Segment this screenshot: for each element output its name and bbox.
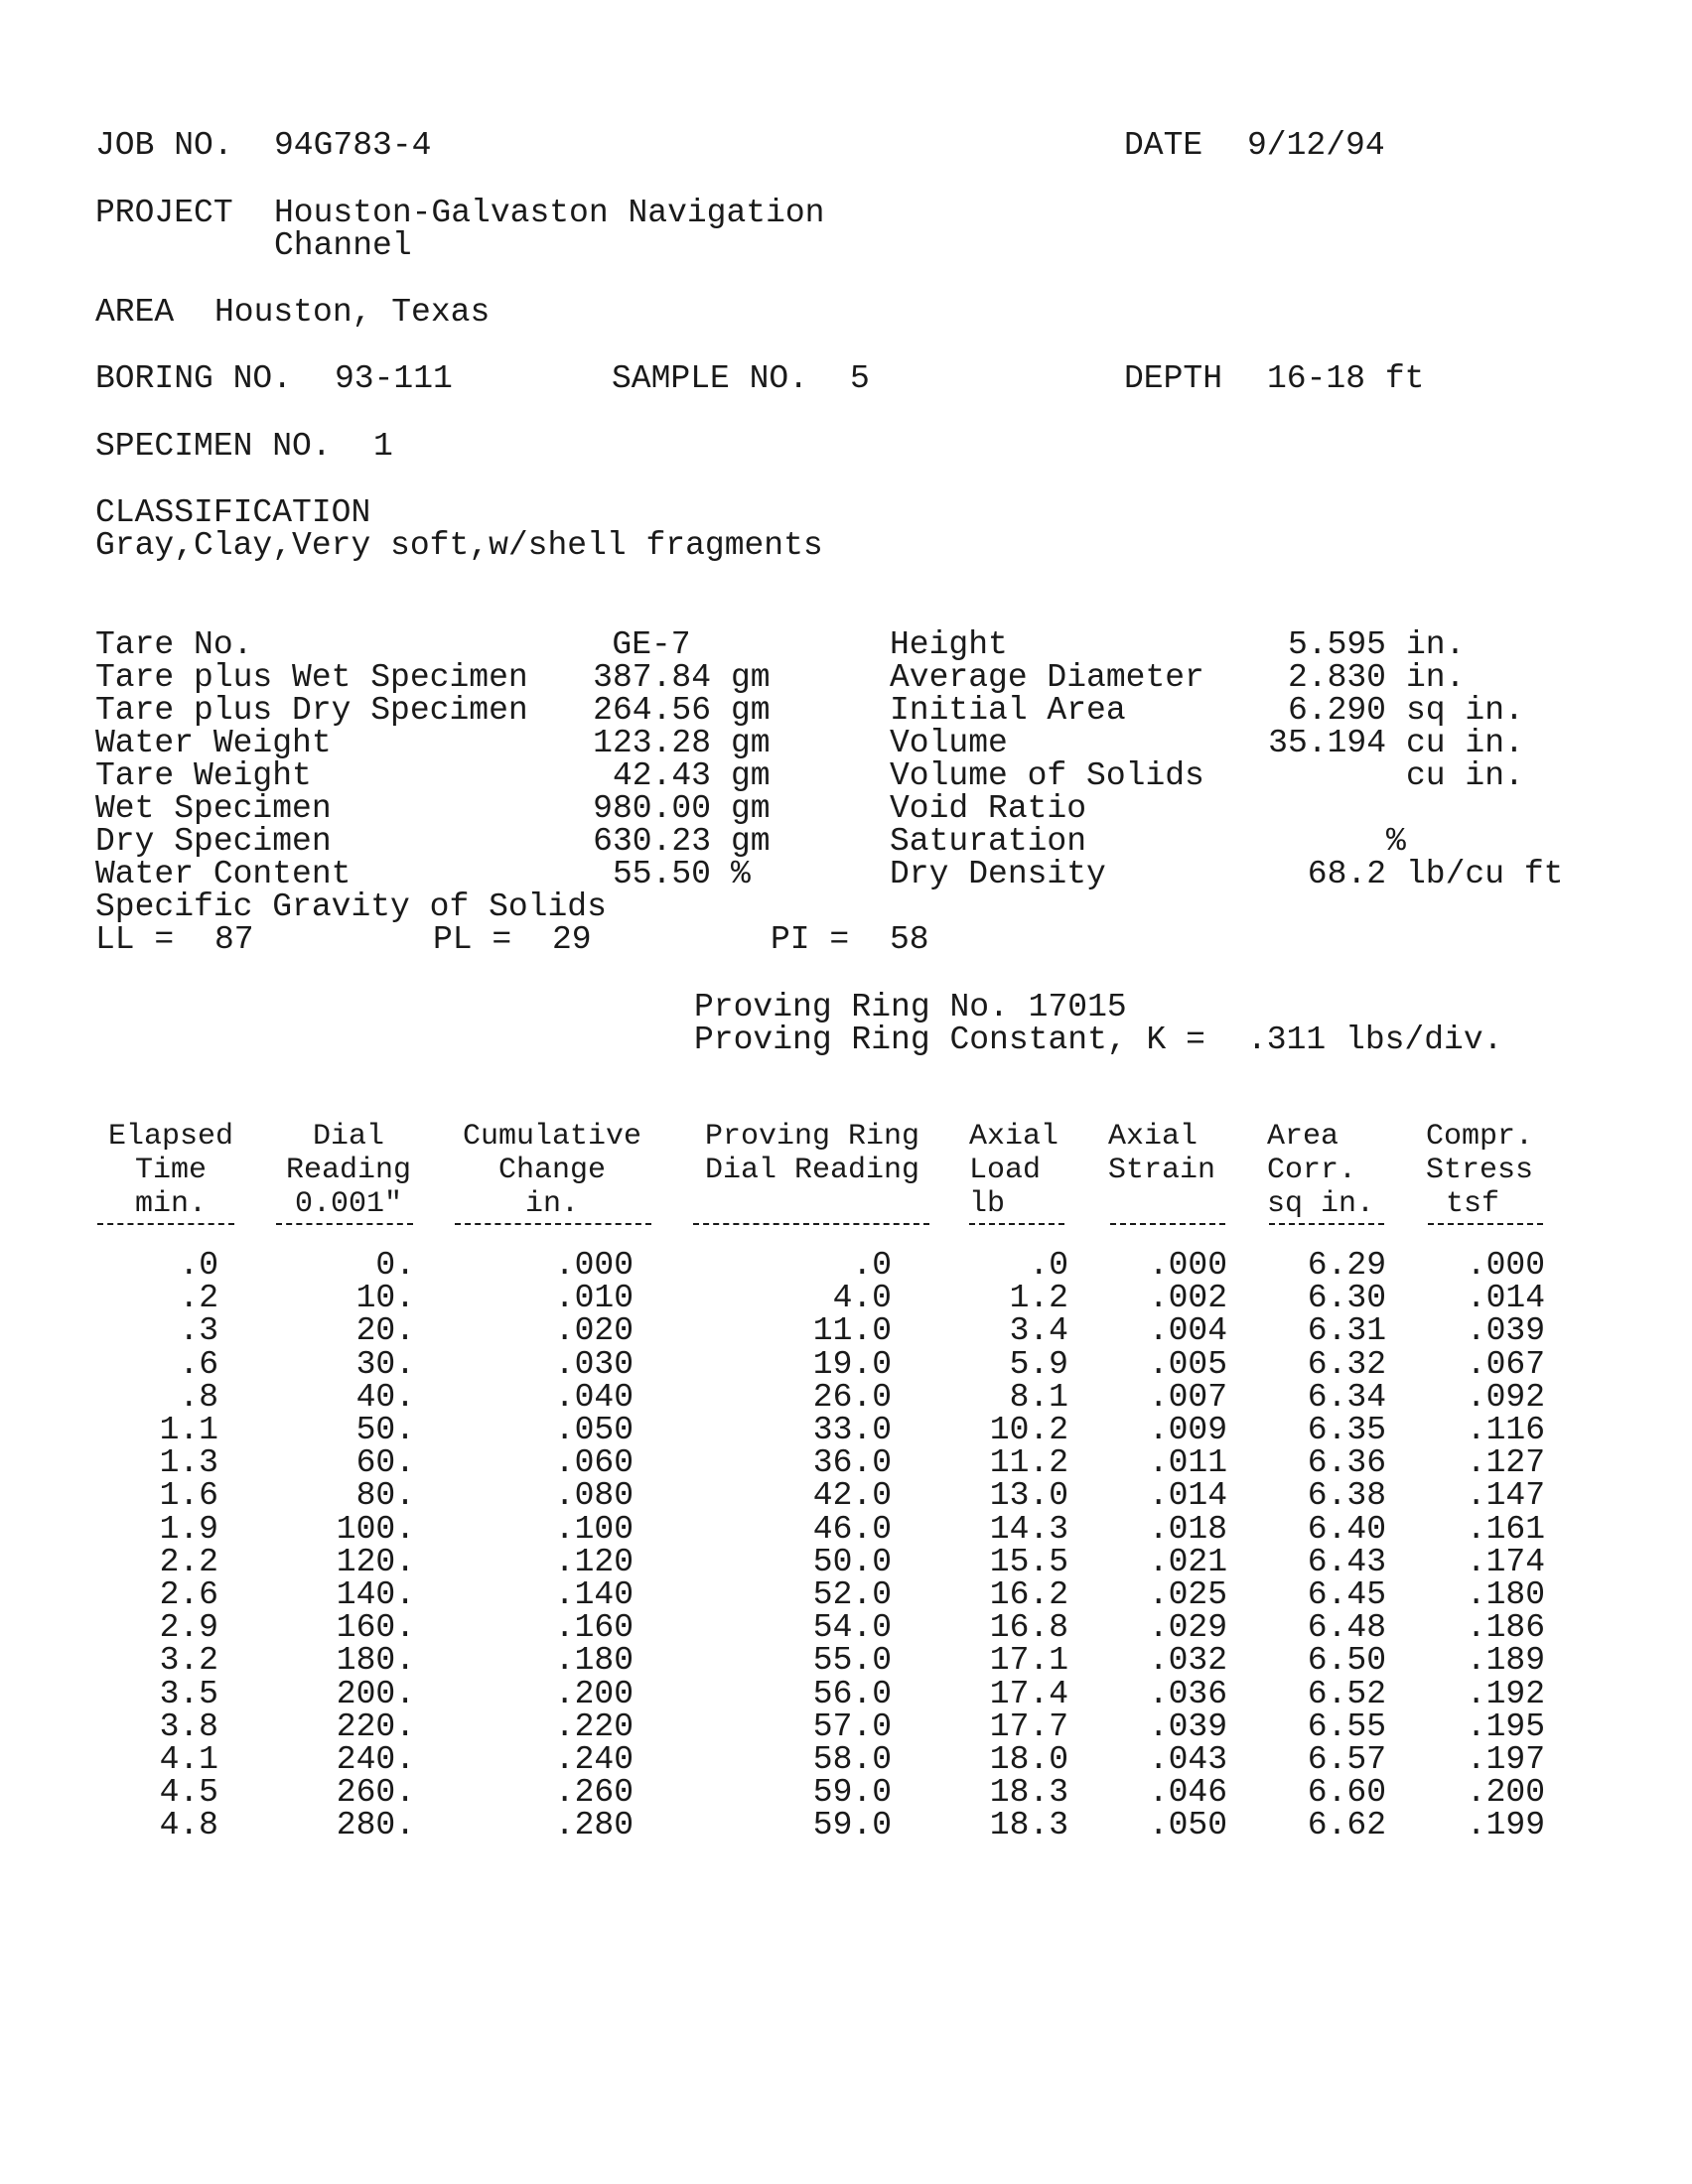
header-underline xyxy=(455,1223,651,1225)
table-cell: 80. xyxy=(355,1477,415,1515)
table-cell: .260 xyxy=(554,1774,634,1812)
table-cell: 19.0 xyxy=(812,1345,892,1383)
table-cell: 59.0 xyxy=(812,1807,892,1844)
column-header: Corr. xyxy=(1267,1154,1357,1187)
plasticity-index-label: PI = xyxy=(771,921,850,958)
table-cell: 6.43 xyxy=(1307,1543,1386,1580)
column-header: Axial xyxy=(969,1120,1059,1154)
classification-value: Gray,Clay,Very soft,w/shell fragments xyxy=(95,527,823,564)
table-cell: 6.40 xyxy=(1307,1510,1386,1548)
table-cell: .043 xyxy=(1148,1741,1227,1778)
column-header: sq in. xyxy=(1267,1187,1375,1221)
sample-number-value: 5 xyxy=(850,360,870,397)
table-cell: .186 xyxy=(1466,1609,1545,1647)
table-cell: 14.3 xyxy=(989,1510,1068,1548)
table-cell: .039 xyxy=(1466,1312,1545,1350)
table-cell: 6.38 xyxy=(1307,1477,1386,1515)
property-value: 35.194 xyxy=(1268,725,1386,761)
table-cell: 4.8 xyxy=(159,1807,218,1844)
property-value: 630.23 xyxy=(593,823,711,860)
table-cell: .0 xyxy=(852,1247,892,1284)
table-cell: .010 xyxy=(554,1280,634,1317)
table-cell: 17.1 xyxy=(989,1642,1068,1680)
table-cell: 11.0 xyxy=(812,1312,892,1350)
column-header: Area xyxy=(1267,1120,1340,1154)
column-header: Change xyxy=(497,1154,607,1187)
table-cell: 260. xyxy=(336,1774,415,1812)
property-label: Average Diameter xyxy=(890,659,1204,696)
table-cell: 16.8 xyxy=(989,1609,1068,1647)
table-cell: 6.57 xyxy=(1307,1741,1386,1778)
table-cell: .029 xyxy=(1148,1609,1227,1647)
table-cell: 20. xyxy=(355,1312,415,1350)
table-cell: 6.34 xyxy=(1307,1378,1386,1416)
plasticity-index-value: 58 xyxy=(890,921,929,958)
table-cell: 200. xyxy=(336,1675,415,1712)
table-cell: .174 xyxy=(1466,1543,1545,1580)
header-underline xyxy=(276,1223,413,1225)
table-cell: 60. xyxy=(355,1444,415,1482)
job-number-value: 94G783-4 xyxy=(274,127,432,164)
property-unit: in. xyxy=(1406,626,1466,663)
column-header: Elapsed xyxy=(107,1120,234,1154)
column-header: lb xyxy=(969,1187,1006,1221)
property-value: 387.84 xyxy=(593,659,711,696)
table-cell: .195 xyxy=(1466,1707,1545,1745)
table-cell: 120. xyxy=(336,1543,415,1580)
project-label: PROJECT xyxy=(95,195,233,231)
table-cell: .200 xyxy=(554,1675,634,1712)
column-header: 0.001" xyxy=(294,1187,403,1221)
table-cell: .0 xyxy=(1029,1247,1068,1284)
table-cell: .007 xyxy=(1148,1378,1227,1416)
table-cell: .050 xyxy=(1148,1807,1227,1844)
header-underline xyxy=(1269,1223,1384,1225)
property-value: 2.830 xyxy=(1287,659,1386,696)
property-unit: cu in. xyxy=(1406,725,1524,761)
liquid-limit-label: LL = xyxy=(95,921,175,958)
table-cell: .092 xyxy=(1466,1378,1545,1416)
table-cell: .116 xyxy=(1466,1412,1545,1448)
table-cell: 6.60 xyxy=(1307,1774,1386,1812)
table-cell: 3.5 xyxy=(159,1675,218,1712)
column-header: Cumulative xyxy=(462,1120,642,1154)
table-cell: .025 xyxy=(1148,1576,1227,1613)
table-cell: 180. xyxy=(336,1642,415,1680)
table-cell: 13.0 xyxy=(989,1477,1068,1515)
property-label: Volume of Solids xyxy=(890,757,1204,794)
specimen-number-label: SPECIMEN NO. xyxy=(95,428,332,465)
table-cell: 57.0 xyxy=(812,1707,892,1745)
specimen-number-value: 1 xyxy=(373,428,393,465)
table-cell: 54.0 xyxy=(812,1609,892,1647)
table-cell: .6 xyxy=(179,1345,218,1383)
table-cell: .147 xyxy=(1466,1477,1545,1515)
property-unit: % xyxy=(1386,823,1406,860)
table-cell: 6.62 xyxy=(1307,1807,1386,1844)
table-cell: .000 xyxy=(1148,1247,1227,1284)
table-cell: .004 xyxy=(1148,1312,1227,1350)
table-cell: .189 xyxy=(1466,1642,1545,1680)
table-cell: .067 xyxy=(1466,1345,1545,1383)
table-cell: 280. xyxy=(336,1807,415,1844)
table-cell: 1.6 xyxy=(159,1477,218,1515)
table-cell: .3 xyxy=(179,1312,218,1350)
table-cell: 4.1 xyxy=(159,1741,218,1778)
table-cell: 3.4 xyxy=(1009,1312,1068,1350)
table-cell: 33.0 xyxy=(812,1412,892,1448)
property-label: Dry Density xyxy=(890,856,1106,892)
specific-gravity-label: Specific Gravity of Solids xyxy=(95,888,607,925)
column-header: Dial Reading xyxy=(704,1154,920,1187)
table-cell: 56.0 xyxy=(812,1675,892,1712)
table-cell: 3.2 xyxy=(159,1642,218,1680)
table-cell: 40. xyxy=(355,1378,415,1416)
column-header: Proving Ring xyxy=(704,1120,920,1154)
property-label: Water Content xyxy=(95,856,352,892)
property-unit: % xyxy=(731,856,751,892)
header-underline xyxy=(1110,1223,1225,1225)
table-cell: .000 xyxy=(554,1247,634,1284)
property-label: Tare No. xyxy=(95,626,253,663)
property-value: 264.56 xyxy=(593,692,711,729)
table-cell: 18.3 xyxy=(989,1774,1068,1812)
table-cell: .040 xyxy=(554,1378,634,1416)
table-cell: .002 xyxy=(1148,1280,1227,1317)
property-unit: gm xyxy=(731,823,771,860)
table-cell: 2.9 xyxy=(159,1609,218,1647)
table-cell: 58.0 xyxy=(812,1741,892,1778)
proving-ring-constant-value: .311 lbs/div. xyxy=(1247,1022,1503,1058)
header-underline xyxy=(969,1223,1064,1225)
column-header: Time xyxy=(134,1154,207,1187)
plastic-limit-label: PL = xyxy=(433,921,512,958)
table-cell: 6.36 xyxy=(1307,1444,1386,1482)
table-cell: 59.0 xyxy=(812,1774,892,1812)
table-cell: .8 xyxy=(179,1378,218,1416)
table-cell: 6.35 xyxy=(1307,1412,1386,1448)
table-cell: 17.7 xyxy=(989,1707,1068,1745)
table-cell: .240 xyxy=(554,1741,634,1778)
table-cell: 10.2 xyxy=(989,1412,1068,1448)
area-label: AREA xyxy=(95,294,175,331)
table-cell: 50. xyxy=(355,1412,415,1448)
sample-number-label: SAMPLE NO. xyxy=(612,360,809,397)
date-value: 9/12/94 xyxy=(1247,127,1385,164)
date-label: DATE xyxy=(1124,127,1203,164)
property-value: 123.28 xyxy=(593,725,711,761)
property-value: 42.43 xyxy=(612,757,711,794)
table-cell: .160 xyxy=(554,1609,634,1647)
table-cell: .021 xyxy=(1148,1543,1227,1580)
property-label: Tare plus Dry Specimen xyxy=(95,692,528,729)
table-cell: 3.8 xyxy=(159,1707,218,1745)
proving-ring-number: Proving Ring No. 17015 xyxy=(694,989,1127,1025)
header-underline xyxy=(97,1223,234,1225)
column-header: tsf xyxy=(1446,1187,1500,1221)
table-cell: .197 xyxy=(1466,1741,1545,1778)
table-cell: 52.0 xyxy=(812,1576,892,1613)
table-cell: .030 xyxy=(554,1345,634,1383)
property-unit: gm xyxy=(731,659,771,696)
table-cell: 18.0 xyxy=(989,1741,1068,1778)
property-unit: sq in. xyxy=(1406,692,1524,729)
table-cell: .2 xyxy=(179,1280,218,1317)
property-label: Tare plus Wet Specimen xyxy=(95,659,528,696)
table-cell: 220. xyxy=(336,1707,415,1745)
table-cell: 2.2 xyxy=(159,1543,218,1580)
table-cell: 160. xyxy=(336,1609,415,1647)
column-header: Compr. xyxy=(1426,1120,1534,1154)
table-cell: 17.4 xyxy=(989,1675,1068,1712)
property-label: Height xyxy=(890,626,1008,663)
table-cell: 1.9 xyxy=(159,1510,218,1548)
table-cell: .161 xyxy=(1466,1510,1545,1548)
table-cell: 4.5 xyxy=(159,1774,218,1812)
table-cell: 11.2 xyxy=(989,1444,1068,1482)
table-cell: .046 xyxy=(1148,1774,1227,1812)
table-cell: 42.0 xyxy=(812,1477,892,1515)
table-cell: 50.0 xyxy=(812,1543,892,1580)
table-cell: .200 xyxy=(1466,1774,1545,1812)
property-unit: gm xyxy=(731,790,771,827)
table-cell: .140 xyxy=(554,1576,634,1613)
liquid-limit-value: 87 xyxy=(214,921,254,958)
table-cell: .036 xyxy=(1148,1675,1227,1712)
table-cell: 4.0 xyxy=(832,1280,892,1317)
plastic-limit-value: 29 xyxy=(552,921,592,958)
property-label: Tare Weight xyxy=(95,757,312,794)
table-cell: .100 xyxy=(554,1510,634,1548)
property-unit: gm xyxy=(731,692,771,729)
table-cell: 6.45 xyxy=(1307,1576,1386,1613)
area-value: Houston, Texas xyxy=(214,294,491,331)
property-value: 980.00 xyxy=(593,790,711,827)
column-header: min. xyxy=(134,1187,207,1221)
property-label: Volume xyxy=(890,725,1008,761)
table-cell: 46.0 xyxy=(812,1510,892,1548)
table-cell: 140. xyxy=(336,1576,415,1613)
property-value: GE-7 xyxy=(612,626,691,663)
table-cell: .180 xyxy=(554,1642,634,1680)
column-header: Dial xyxy=(312,1120,384,1154)
property-unit: cu in. xyxy=(1406,757,1524,794)
table-cell: 26.0 xyxy=(812,1378,892,1416)
property-label: Wet Specimen xyxy=(95,790,332,827)
table-cell: 1.1 xyxy=(159,1412,218,1448)
table-cell: 15.5 xyxy=(989,1543,1068,1580)
project-value-line1: Houston-Galvaston Navigation xyxy=(274,195,825,231)
column-header: Reading xyxy=(285,1154,412,1187)
table-cell: .020 xyxy=(554,1312,634,1350)
table-cell: 5.9 xyxy=(1009,1345,1068,1383)
table-cell: 6.52 xyxy=(1307,1675,1386,1712)
table-cell: .180 xyxy=(1466,1576,1545,1613)
table-cell: .127 xyxy=(1466,1444,1545,1482)
table-cell: .060 xyxy=(554,1444,634,1482)
depth-value: 16-18 ft xyxy=(1267,360,1425,397)
property-unit: in. xyxy=(1406,659,1466,696)
column-header: in. xyxy=(524,1187,579,1221)
table-cell: 36.0 xyxy=(812,1444,892,1482)
table-cell: .220 xyxy=(554,1707,634,1745)
table-cell: .011 xyxy=(1148,1444,1227,1482)
table-cell: .080 xyxy=(554,1477,634,1515)
property-label: Water Weight xyxy=(95,725,332,761)
table-cell: .120 xyxy=(554,1543,634,1580)
header-underline xyxy=(1428,1223,1543,1225)
table-cell: 30. xyxy=(355,1345,415,1383)
table-cell: 8.1 xyxy=(1009,1378,1068,1416)
property-label: Saturation xyxy=(890,823,1087,860)
table-cell: 55.0 xyxy=(812,1642,892,1680)
project-value-line2: Channel xyxy=(274,227,412,264)
table-cell: .280 xyxy=(554,1807,634,1844)
table-cell: .005 xyxy=(1148,1345,1227,1383)
table-cell: 100. xyxy=(336,1510,415,1548)
header-underline xyxy=(693,1223,929,1225)
property-value: 68.2 xyxy=(1307,856,1386,892)
property-unit: gm xyxy=(731,757,771,794)
boring-number-value: 93-111 xyxy=(335,360,453,397)
table-cell: 6.48 xyxy=(1307,1609,1386,1647)
table-cell: .0 xyxy=(179,1247,218,1284)
table-cell: 6.29 xyxy=(1307,1247,1386,1284)
property-value: 6.290 xyxy=(1287,692,1386,729)
depth-label: DEPTH xyxy=(1124,360,1223,397)
table-cell: .018 xyxy=(1148,1510,1227,1548)
table-cell: 1.3 xyxy=(159,1444,218,1482)
classification-label: CLASSIFICATION xyxy=(95,494,371,531)
column-header: Strain xyxy=(1108,1154,1216,1187)
table-cell: .039 xyxy=(1148,1707,1227,1745)
job-number-label: JOB NO. xyxy=(95,127,233,164)
column-header: Stress xyxy=(1426,1154,1534,1187)
table-cell: .014 xyxy=(1148,1477,1227,1515)
table-cell: .192 xyxy=(1466,1675,1545,1712)
table-cell: .000 xyxy=(1466,1247,1545,1284)
property-label: Initial Area xyxy=(890,692,1126,729)
property-label: Dry Specimen xyxy=(95,823,332,860)
table-cell: 6.55 xyxy=(1307,1707,1386,1745)
table-cell: 18.3 xyxy=(989,1807,1068,1844)
column-header: Axial xyxy=(1108,1120,1198,1154)
table-cell: .014 xyxy=(1466,1280,1545,1317)
proving-ring-constant-label: Proving Ring Constant, K = xyxy=(694,1022,1205,1058)
boring-number-label: BORING NO. xyxy=(95,360,293,397)
table-cell: 6.31 xyxy=(1307,1312,1386,1350)
table-cell: .032 xyxy=(1148,1642,1227,1680)
table-cell: 1.2 xyxy=(1009,1280,1068,1317)
table-cell: 16.2 xyxy=(989,1576,1068,1613)
table-cell: .199 xyxy=(1466,1807,1545,1844)
property-unit: lb/cu ft xyxy=(1406,856,1564,892)
table-cell: .009 xyxy=(1148,1412,1227,1448)
table-cell: 6.32 xyxy=(1307,1345,1386,1383)
table-cell: 0. xyxy=(375,1247,415,1284)
property-unit: gm xyxy=(731,725,771,761)
property-value: 55.50 xyxy=(612,856,711,892)
property-label: Void Ratio xyxy=(890,790,1087,827)
table-cell: 2.6 xyxy=(159,1576,218,1613)
table-cell: 240. xyxy=(336,1741,415,1778)
table-cell: .050 xyxy=(554,1412,634,1448)
table-cell: 6.50 xyxy=(1307,1642,1386,1680)
column-header: Load xyxy=(969,1154,1042,1187)
table-cell: 6.30 xyxy=(1307,1280,1386,1317)
property-value: 5.595 xyxy=(1287,626,1386,663)
table-cell: 10. xyxy=(355,1280,415,1317)
